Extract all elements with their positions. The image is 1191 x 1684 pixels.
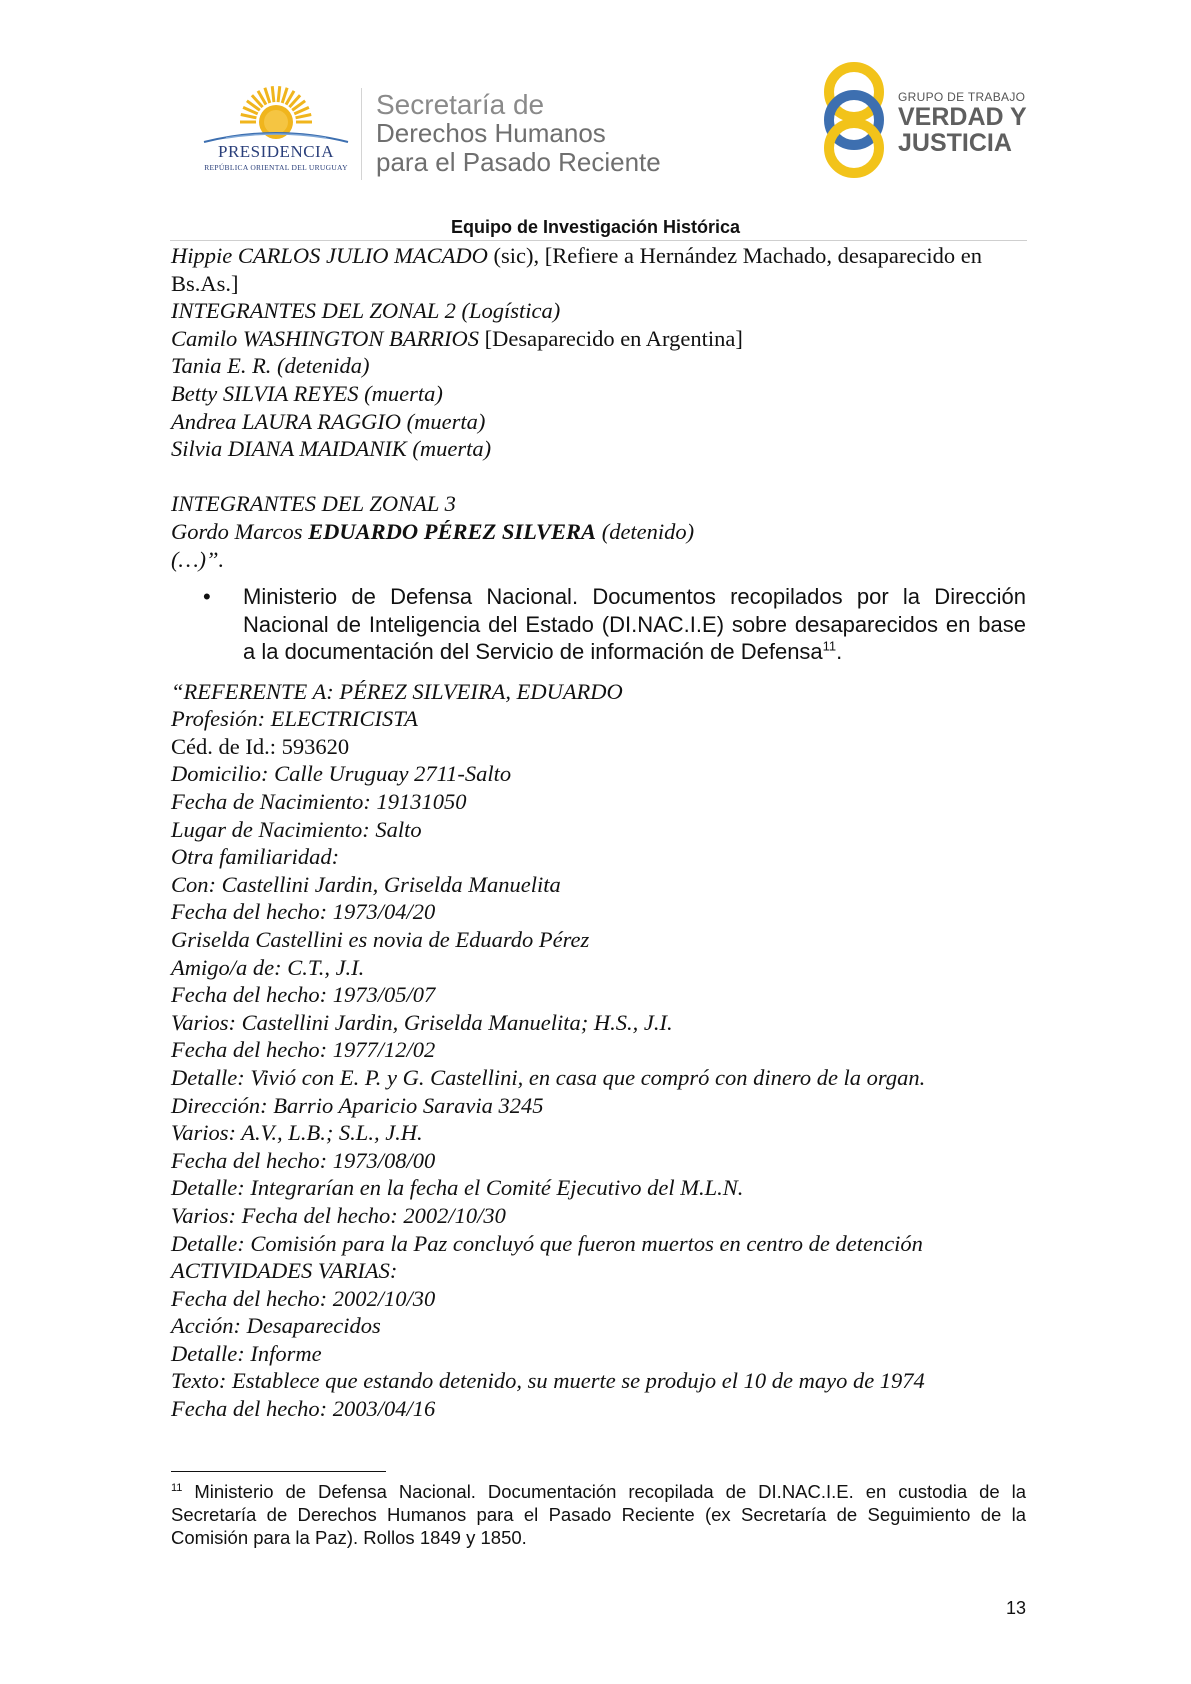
sun-ray bbox=[241, 115, 257, 118]
zonal-2-members bbox=[171, 352, 1026, 462]
zonal-3-heading: INTEGRANTES DEL ZONAL 3 bbox=[171, 491, 456, 517]
hippie-name: Hippie CARLOS JULIO MACADO bbox=[171, 243, 488, 268]
bullet-text: Ministerio de Defensa Nacional. Documentos recopilados por la Dirección Nacional de Inteligencia del Estado (DI.NAC.I.E) sobre desaparecidos en base a la documentación del Servicio de información de Defensa bbox=[243, 584, 1026, 665]
record-line: Detalle: Informe bbox=[171, 1340, 322, 1366]
paragraph-line bbox=[171, 518, 1026, 546]
zonal-2-heading: INTEGRANTES DEL ZONAL 2 (Logística) bbox=[171, 298, 561, 324]
record-line: Dirección: Barrio Aparicio Saravia 3245 bbox=[171, 1092, 544, 1118]
bullet-icon: • bbox=[203, 584, 211, 610]
record-line: Fecha del hecho: 1973/04/20 bbox=[171, 899, 436, 925]
record-line: Fecha del hecho: 1973/05/07 bbox=[171, 982, 436, 1008]
bullet-item bbox=[203, 583, 1026, 666]
record-line: Acción: Desaparecidos bbox=[171, 1313, 381, 1339]
paragraph-line bbox=[171, 242, 1026, 297]
presidencia-subtitle: REPÚBLICA ORIENTAL DEL URUGUAY bbox=[204, 163, 348, 172]
camilo-name: Camilo WASHINGTON BARRIOS bbox=[171, 325, 480, 351]
record-line: Profesión: ELECTRICISTA bbox=[171, 706, 418, 732]
secretaria-line-3: para el Pasado Reciente bbox=[376, 147, 661, 177]
footnote-rule bbox=[171, 1471, 386, 1472]
zonal-2-member: Andrea LAURA RAGGIO (muerta) bbox=[171, 408, 486, 434]
footnote-ref[interactable]: 11 bbox=[822, 638, 837, 654]
header-divider bbox=[361, 88, 362, 180]
record-line: Fecha del hecho: 2002/10/30 bbox=[171, 1285, 436, 1311]
sun-ray bbox=[265, 88, 270, 103]
record-line: Detalle: Vivió con E. P. y G. Castellini, en casa que compró con dinero de la organ. bbox=[171, 1064, 926, 1090]
record-line: Céd. de Id.: 593620 bbox=[171, 733, 350, 759]
paragraph-line bbox=[171, 325, 1026, 353]
footnote-text: Ministerio de Defensa Nacional. Documentación recopilada de DI.NAC.I.E. en custodia de la Secretaría de Derechos Humanos para el Pasado Reciente (ex Secretaría de Seguimiento de la Comisión para la Paz). Rollos 1849 y 1850. bbox=[171, 1481, 1026, 1548]
sun-ray bbox=[296, 115, 312, 118]
gordo-suffix: (detenido) bbox=[596, 518, 695, 544]
gordo-name: EDUARDO PÉREZ SILVERA bbox=[308, 518, 597, 544]
record-line: Griselda Castellini es novia de Eduardo Pérez bbox=[171, 926, 590, 952]
record-line: Varios: Fecha del hecho: 2002/10/30 bbox=[171, 1202, 506, 1228]
bullet-end: . bbox=[836, 639, 843, 665]
record-line: ACTIVIDADES VARIAS: bbox=[171, 1258, 398, 1284]
gtvj-line-3: JUSTICIA bbox=[898, 129, 1012, 157]
record-line: Amigo/a de: C.T., J.I. bbox=[171, 954, 365, 980]
page-header bbox=[0, 0, 1191, 237]
header-title: Equipo de Investigación Histórica bbox=[450, 217, 741, 237]
record-lines bbox=[171, 678, 1026, 1423]
gordo-prefix: Gordo Marcos bbox=[171, 518, 309, 544]
hippie-note: (sic), [Refiere a Hernández Machado, desaparecido en Bs.As.] bbox=[171, 243, 982, 296]
footnote-number: 11 bbox=[171, 1481, 183, 1494]
record-line: Otra familiaridad: bbox=[171, 844, 340, 870]
record-line: Detalle: Integrarían en la fecha el Comité Ejecutivo del M.L.N. bbox=[171, 1175, 744, 1201]
record-line: Detalle: Comisión para la Paz concluyó que fueron muertos en centro de detención bbox=[171, 1230, 923, 1256]
record-line: Texto: Establece que estando detenido, su muerte se produjo el 10 de mayo de 1974 bbox=[171, 1368, 925, 1394]
quote-end: (…)”. bbox=[171, 546, 225, 572]
header-rule bbox=[170, 240, 1027, 241]
zonal-2-member: Tania E. R. (detenida) bbox=[171, 353, 370, 379]
record-line: Lugar de Nacimiento: Salto bbox=[171, 816, 422, 842]
zonal-2-member: Silvia DIANA MAIDANIK (muerta) bbox=[171, 436, 492, 462]
verdad-justicia-wordmark bbox=[898, 90, 1027, 156]
page-number: 13 bbox=[1005, 1598, 1026, 1618]
gtvj-line-1: GRUPO DE TRABAJO bbox=[898, 90, 1026, 104]
record-line: Fecha del hecho: 2003/04/16 bbox=[171, 1396, 436, 1422]
record-line: Varios: Castellini Jardin, Griselda Manuelita; H.S., J.I. bbox=[171, 1009, 673, 1035]
record-line: Varios: A.V., L.B.; S.L., J.H. bbox=[171, 1120, 423, 1146]
sun-ray bbox=[278, 86, 280, 102]
spacer bbox=[171, 463, 1026, 491]
document-body bbox=[171, 242, 1026, 1423]
record-line: “REFERENTE A: PÉREZ SILVEIRA, EDUARDO bbox=[171, 678, 623, 704]
sun-ray bbox=[272, 86, 274, 102]
record-line: Fecha del hecho: 1977/12/02 bbox=[171, 1037, 436, 1063]
record-line: Domicilio: Calle Uruguay 2711-Salto bbox=[171, 761, 512, 787]
sun-ray bbox=[282, 88, 287, 103]
zonal-2-member: Betty SILVIA REYES (muerta) bbox=[171, 380, 443, 406]
secretaria-wordmark bbox=[376, 90, 661, 177]
record-line: Con: Castellini Jardin, Griselda Manuelita bbox=[171, 871, 561, 897]
gtvj-line-2: VERDAD Y bbox=[898, 103, 1027, 131]
secretaria-line-1: Secretaría de bbox=[376, 89, 545, 120]
camilo-note: [Desaparecido en Argentina] bbox=[479, 325, 743, 351]
record-line: Fecha de Nacimiento: 19131050 bbox=[171, 789, 467, 814]
secretaria-line-2: Derechos Humanos bbox=[376, 118, 606, 148]
record-line: Fecha del hecho: 1973/08/00 bbox=[171, 1147, 436, 1173]
presidencia-wordmark: PRESIDENCIA bbox=[217, 142, 334, 161]
footnote bbox=[171, 1480, 1026, 1549]
